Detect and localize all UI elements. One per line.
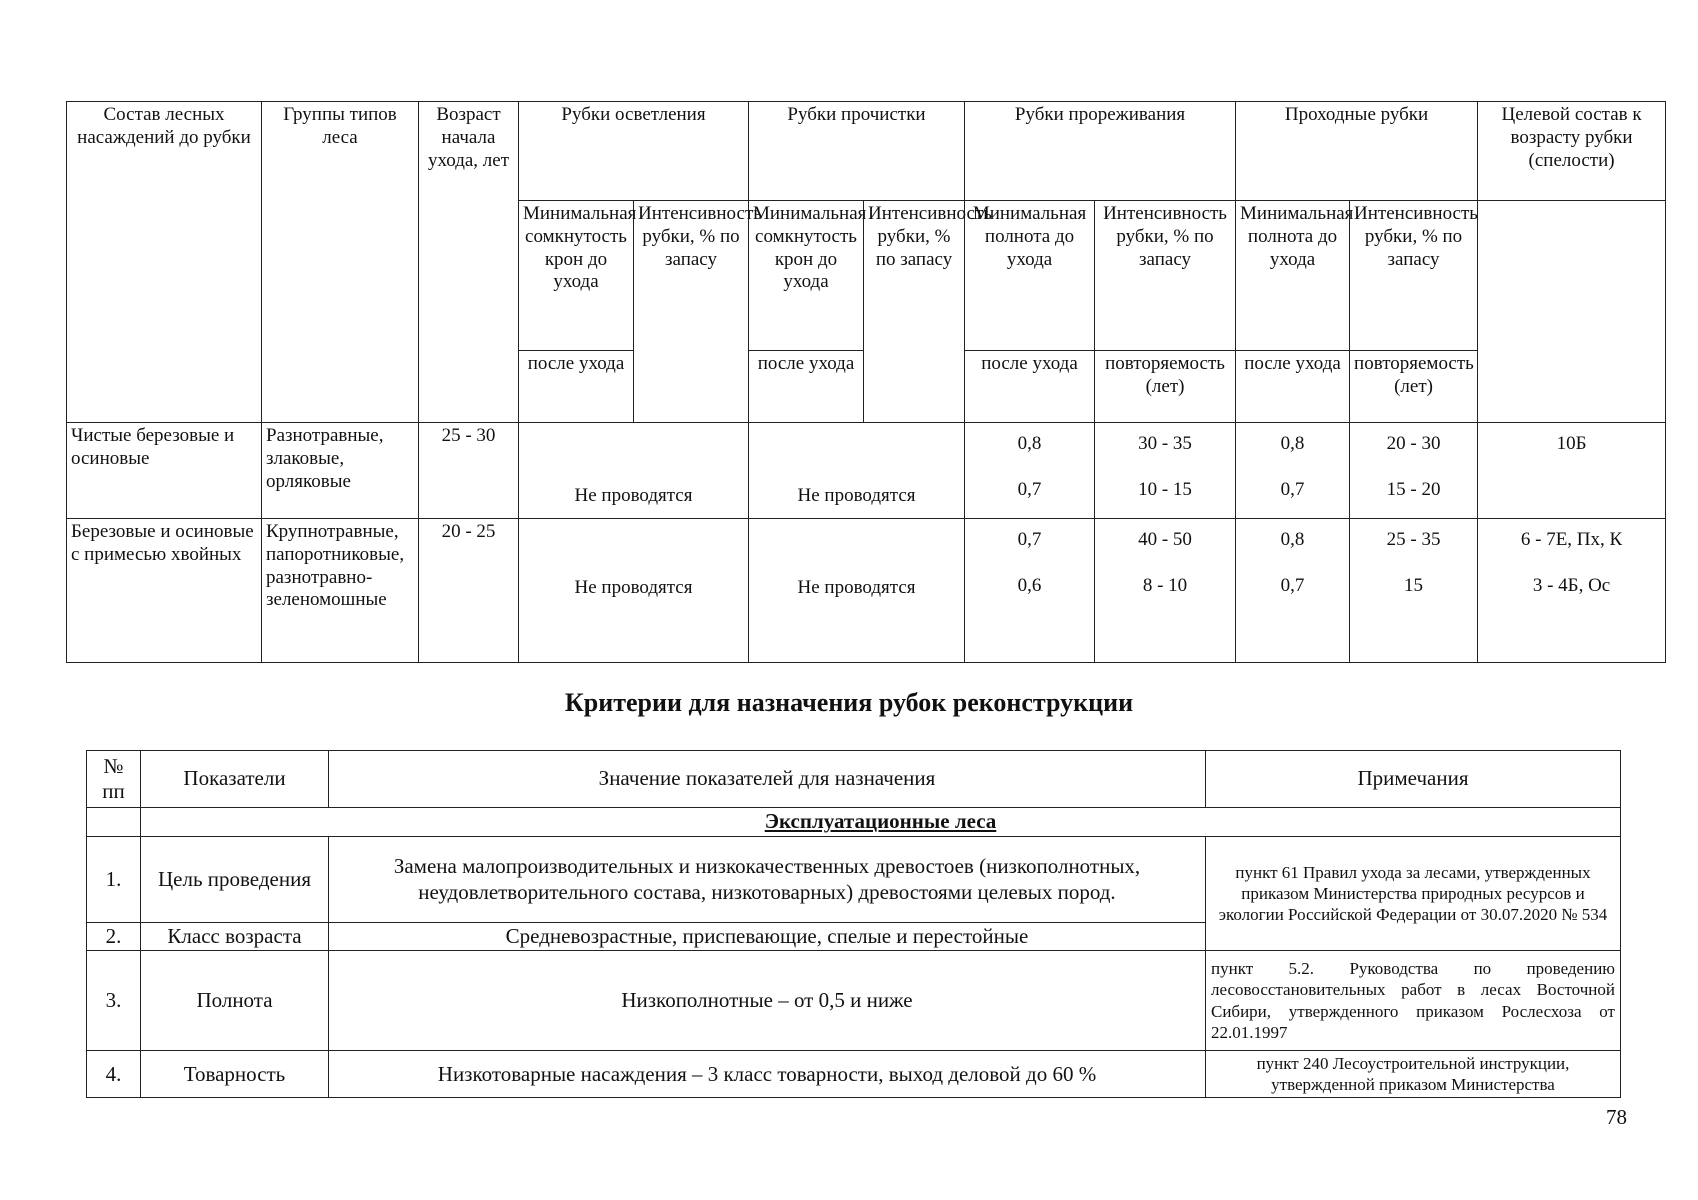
cell-thin-min: 0,7 0,6 (965, 519, 1095, 663)
section-heading: Критерии для назначения рубок реконструкции (564, 688, 1134, 717)
thinning-criteria-table (66, 101, 1666, 663)
table-row (67, 423, 1666, 519)
header-start-age: Возраст начала ухода, лет (419, 102, 519, 423)
section-title: Эксплуатационные леса (141, 808, 1621, 837)
cell-num: 4. (87, 1051, 141, 1098)
cell-thin-int: 40 - 50 8 - 10 (1095, 519, 1236, 663)
reconstruction-criteria-table (86, 750, 1621, 1098)
cell-target: 10Б (1478, 423, 1666, 519)
header-composition: Состав лесных насаждений до рубки (67, 102, 262, 423)
cell-value: Низкополнотные – от 0,5 и ниже (329, 951, 1206, 1051)
cell-pass-int: 20 - 30 15 - 20 (1350, 423, 1478, 519)
cell-pass-int: 25 - 35 15 (1350, 519, 1478, 663)
header-pass-repeat: повторяемость (лет) (1350, 351, 1478, 423)
header-note: Примечания (1206, 751, 1621, 808)
header-pass-min: Минимальная полнота до ухода (1236, 201, 1350, 351)
cell-forest-types: Разнотравные, злаковые, орляковые (262, 423, 419, 519)
cell-indicator: Цель проведения (141, 837, 329, 923)
cell-thin-min: 0,8 0,7 (965, 423, 1095, 519)
cell-indicator: Полнота (141, 951, 329, 1051)
header-value: Значение показателей для назначения (329, 751, 1206, 808)
table-row (87, 951, 1621, 1051)
cell-num: 2. (87, 923, 141, 951)
table-row (67, 519, 1666, 663)
header-thinning: Рубки прореживания (965, 102, 1236, 201)
cell-pass-min: 0,8 0,7 (1236, 423, 1350, 519)
cell-num: 1. (87, 837, 141, 923)
header-target-empty (1478, 201, 1666, 423)
page-number: 78 (1606, 1105, 1627, 1129)
header-pass-after: после ухода (1236, 351, 1350, 423)
header-pass-int: Интенсивность рубки, % по запасу (1350, 201, 1478, 351)
header-indicator: Показатели (141, 751, 329, 808)
header-clar-after: после ухода (519, 351, 634, 423)
header-passing: Проходные рубки (1236, 102, 1478, 201)
header-thin-min: Минимальная полнота до ухода (965, 201, 1095, 351)
cell-cleaning: Не проводятся (749, 519, 965, 663)
header-thin-after: после ухода (965, 351, 1095, 423)
cell-value: Средневозрастные, приспевающие, спелые и перестойные (329, 923, 1206, 951)
cell-indicator: Товарность (141, 1051, 329, 1098)
cell-pass-min: 0,8 0,7 (1236, 519, 1350, 663)
header-cleaning: Рубки прочистки (749, 102, 965, 201)
cell-composition: Чистые березовые и осиновые (67, 423, 262, 519)
table-row (87, 837, 1621, 923)
cell-value: Замена малопроизводительных и низкокачественных древостоев (низкополнотных, неудовлетворительного состава, низкотоварных) древостоями целевых пород. (329, 837, 1206, 923)
cell-indicator: Класс возраста (141, 923, 329, 951)
cell-num: 3. (87, 951, 141, 1051)
cell-target: 6 - 7Е, Пх, К 3 - 4Б, Ос (1478, 519, 1666, 663)
cell-clarification: Не проводятся (519, 423, 749, 519)
cell-note: пункт 240 Лесоустроительной инструкции, утвержденной приказом Министерства (1206, 1051, 1621, 1098)
header-thin-repeat: повторяемость (лет) (1095, 351, 1236, 423)
header-clar-int: Интенсивность рубки, % по запасу (634, 201, 749, 423)
header-clean-min: Минимальная сомкнутость крон до ухода (749, 201, 864, 351)
cell-note: пункт 5.2. Руководства по проведению лесовосстановительных работ в лесах Восточной Сибири, утвержденного приказом Рослесхоза от 22.01.1997 (1206, 951, 1621, 1051)
cell-note: пункт 61 Правил ухода за лесами, утвержденных приказом Министерства природных ресурсов и экологии Российской Федерации от 30.07.2020 № 534 (1206, 837, 1621, 951)
cell-forest-types: Крупнотравные, папоротниковые, разнотравно-зеленомошные (262, 519, 419, 663)
cell-composition: Березовые и осиновые с примесью хвойных (67, 519, 262, 663)
header-clarification: Рубки осветления (519, 102, 749, 201)
header-thin-int: Интенсивность рубки, % по запасу (1095, 201, 1236, 351)
header-num: № пп (87, 751, 141, 808)
header-forest-types: Группы типов леса (262, 102, 419, 423)
header-clean-after: после ухода (749, 351, 864, 423)
header-target: Целевой состав к возрасту рубки (спелости) (1478, 102, 1666, 201)
cell-start-age: 25 - 30 (419, 423, 519, 519)
cell-clarification: Не проводятся (519, 519, 749, 663)
section-num-empty (87, 808, 141, 837)
table-row (87, 1051, 1621, 1098)
cell-start-age: 20 - 25 (419, 519, 519, 663)
header-clar-min: Минимальная сомкнутость крон до ухода (519, 201, 634, 351)
header-clean-int: Интенсивность рубки, % по запасу (864, 201, 965, 423)
cell-cleaning: Не проводятся (749, 423, 965, 519)
cell-thin-int: 30 - 35 10 - 15 (1095, 423, 1236, 519)
cell-value: Низкотоварные насаждения – 3 класс товарности, выход деловой до 60 % (329, 1051, 1206, 1098)
